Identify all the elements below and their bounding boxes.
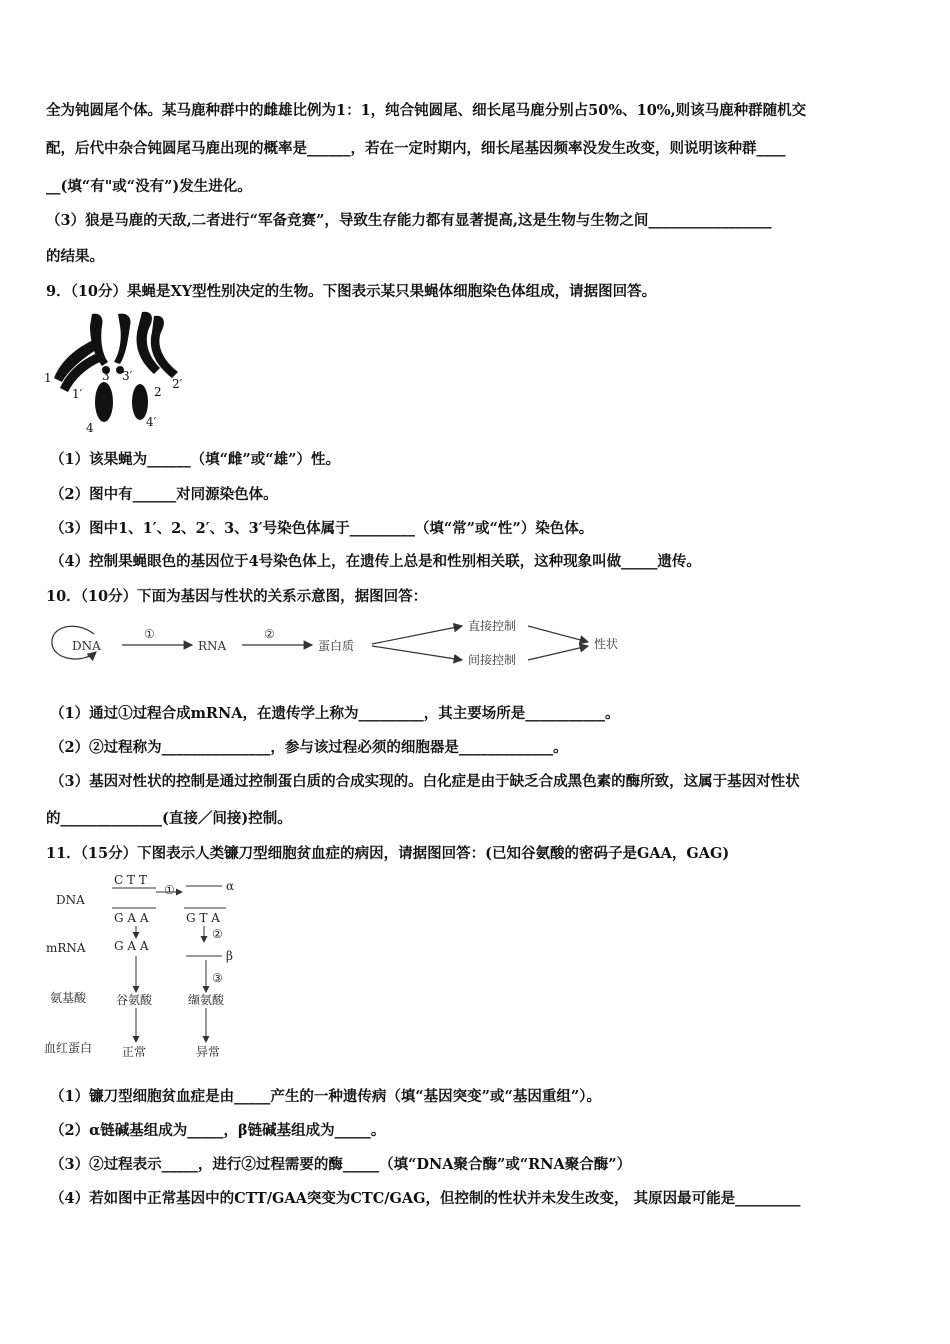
alpha-label: α bbox=[226, 879, 235, 893]
question-11-1: （1）镰刀型细胞贫血症是由_____产生的一种遗传病（填“基因突变”或“基因重组”）。 bbox=[50, 1088, 601, 1105]
label-3-prime: 3′ bbox=[122, 369, 133, 383]
question-9-4: （4）控制果蝇眼色的基因位于4号染色体上，在遗传上总是和性别相关联，这种现象叫做_____遗传。 bbox=[50, 553, 701, 570]
dna-top-strand: C T T bbox=[114, 873, 147, 887]
label-4-prime: 4′ bbox=[146, 415, 157, 429]
question-9-2: （2）图中有______对同源染色体。 bbox=[50, 486, 278, 503]
arrow-to-direct bbox=[372, 626, 462, 644]
chromosome-4 bbox=[95, 382, 113, 422]
protein-label: 蛋白质 bbox=[318, 639, 355, 653]
question-9: 9．（10分）果蝇是XY型性别决定的生物。下图表示某只果蝇体细胞染色体组成，请据图回答。 bbox=[46, 283, 657, 300]
question-8-3: （3）狼是马鹿的天敌,二者进行“军备竞赛”，导致生存能力都有显著提高,这是生物与生物之间_________________ bbox=[46, 212, 772, 229]
label-4: 4 bbox=[86, 421, 94, 435]
dna-label: DNA bbox=[72, 639, 101, 653]
label-3: 3 bbox=[102, 369, 110, 383]
question-10-2: （2）②过程称为_______________，参与该过程必须的细胞器是_____________。 bbox=[50, 739, 568, 756]
beta-label: β bbox=[226, 949, 233, 963]
trait-label: 性状 bbox=[594, 637, 619, 651]
hemoglobin-normal: 正常 bbox=[122, 1045, 147, 1059]
arrow-direct-trait bbox=[528, 626, 588, 642]
question-11: 11．（15分）下图表示人类镰刀型细胞贫血症的病因，请据图回答：(已知谷氨酸的密码子是GAA，GAG) bbox=[46, 845, 730, 862]
text-line-1: 全为钝圆尾个体。某马鹿种群中的雌雄比例为1：1，纯合钝圆尾、细长尾马鹿分别占50%、10%,则该马鹿种群随机交 bbox=[46, 102, 807, 119]
text-line-5: 的结果。 bbox=[46, 248, 104, 265]
arrow-to-indirect bbox=[372, 646, 462, 660]
sickle-cell-diagram bbox=[44, 868, 264, 1072]
row-amino-acid-label: 氨基酸 bbox=[50, 991, 87, 1005]
label-1-prime: 1′ bbox=[72, 387, 83, 401]
mutant-strand: G T A bbox=[186, 911, 220, 925]
question-11-3: （3）②过程表示_____，进行②过程需要的酶_____（填“DNA聚合酶”或“RNA聚合酶”） bbox=[50, 1156, 632, 1173]
row-dna-label: DNA bbox=[56, 893, 85, 907]
text-line-2: 配，后代中杂合钝圆尾马鹿出现的概率是______，若在一定时期内，细长尾基因频率没发生改变，则说明该种群____ bbox=[46, 140, 786, 157]
question-10-1: （1）通过①过程合成mRNA，在遗传学上称为_________，其主要场所是___________。 bbox=[50, 705, 620, 722]
question-9-3: （3）图中1、1′、2、2′、3、3′号染色体属于_________（填“常”或“性”）染色体。 bbox=[50, 520, 594, 537]
arrow-indirect-trait bbox=[528, 646, 588, 660]
step-1-label: ① bbox=[164, 883, 175, 897]
text-line-3: __(填“有"或“没有”)发生进化。 bbox=[46, 178, 252, 195]
chromosome-3-prime bbox=[114, 314, 131, 364]
indirect-control-label: 间接控制 bbox=[468, 653, 517, 667]
direct-control-label: 直接控制 bbox=[468, 619, 517, 633]
mrna-normal: G A A bbox=[114, 939, 149, 953]
question-11-2: （2）α链碱基组成为_____，β链碱基组成为_____。 bbox=[50, 1122, 386, 1139]
gene-trait-diagram bbox=[46, 612, 646, 676]
question-10-3: （3）基因对性状的控制是通过控制蛋白质的合成实现的。白化症是由于缺乏合成黑色素的酶所致，这属于基因对性状 bbox=[50, 773, 800, 790]
question-9-1: （1）该果蝇为______（填“雌”或“雄”）性。 bbox=[50, 451, 340, 468]
step-2-label: ② bbox=[212, 927, 223, 941]
question-10-3-cont: 的______________(直接／间接)控制。 bbox=[46, 810, 292, 827]
row-mrna-label: mRNA bbox=[46, 941, 86, 955]
label-2-prime: 2′ bbox=[172, 377, 183, 391]
step-1-label: ① bbox=[144, 627, 155, 641]
chromosome-figure bbox=[42, 310, 192, 439]
hemoglobin-mutant: 异常 bbox=[196, 1045, 221, 1059]
question-11-4: （4）若如图中正常基因中的CTT/GAA突变为CTC/GAG，但控制的性状并未发生改变， 其原因最可能是_________ bbox=[50, 1190, 801, 1207]
row-hemoglobin-label: 血红蛋白 bbox=[44, 1041, 93, 1055]
label-2: 2 bbox=[154, 385, 162, 399]
amino-acid-mutant: 缬氨酸 bbox=[188, 993, 225, 1007]
amino-acid-normal: 谷氨酸 bbox=[116, 993, 153, 1007]
dna-bottom-strand: G A A bbox=[114, 911, 149, 925]
step-2-label: ② bbox=[264, 627, 275, 641]
question-10: 10．（10分）下面为基因与性状的关系示意图，据图回答： bbox=[46, 588, 428, 605]
label-1: 1 bbox=[44, 371, 52, 385]
rna-label: RNA bbox=[198, 639, 227, 653]
step-3-label: ③ bbox=[212, 971, 223, 985]
